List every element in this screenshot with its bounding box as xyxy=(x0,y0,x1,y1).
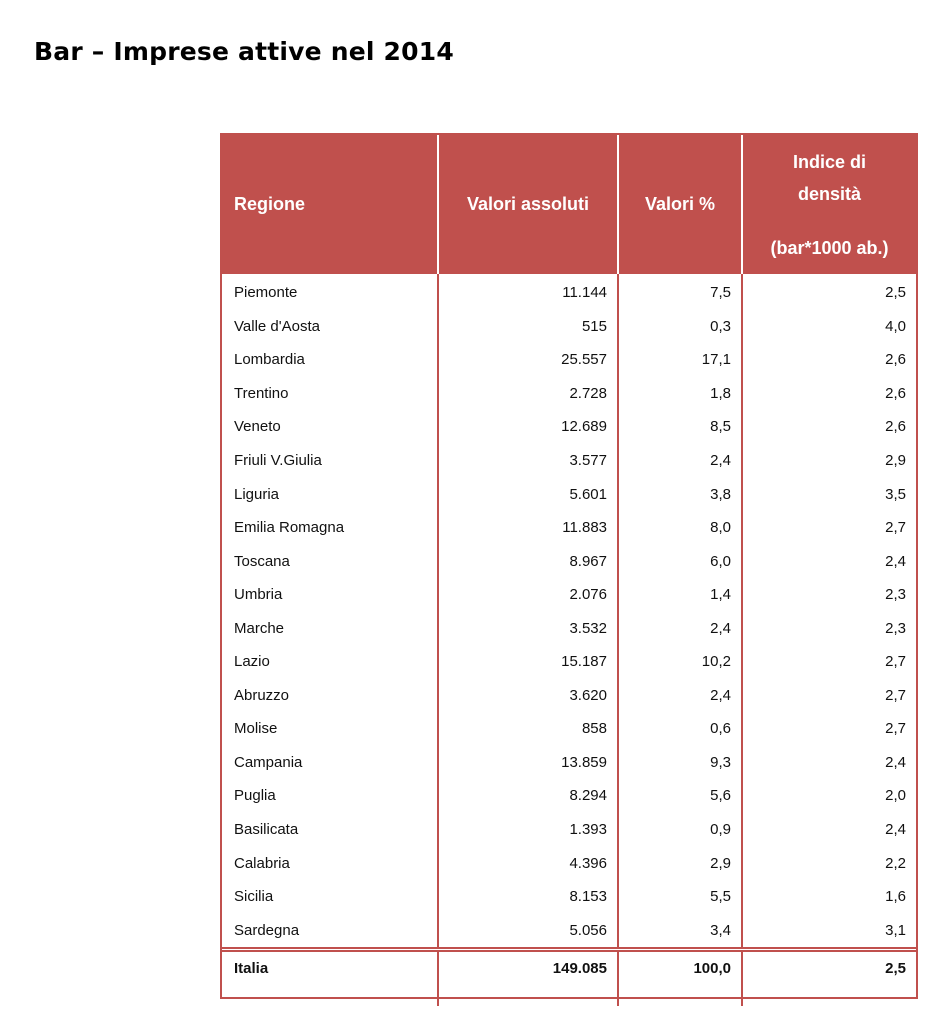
cell-valori-percent: 2,4 xyxy=(618,611,742,645)
cell-regione: Piemonte xyxy=(222,274,438,310)
cell-valori-percent: 0,3 xyxy=(618,310,742,344)
cell-valori-assoluti: 11.144 xyxy=(438,274,618,310)
cell-valori-percent: 0,9 xyxy=(618,813,742,847)
cell-valori-assoluti: 15.187 xyxy=(438,645,618,679)
cell-valori-percent: 9,3 xyxy=(618,746,742,780)
cell-valori-percent: 2,9 xyxy=(618,846,742,880)
cell-valori-assoluti: 5.601 xyxy=(438,477,618,511)
cell-regione: Marche xyxy=(222,611,438,645)
cell-regione: Liguria xyxy=(222,477,438,511)
cell-regione: Lazio xyxy=(222,645,438,679)
cell-indice-densita: 1,6 xyxy=(885,888,906,906)
cell-regione: Italia xyxy=(222,949,438,1006)
cell-indice-densita: 2,7 xyxy=(885,519,906,537)
table-body xyxy=(222,274,916,1006)
cell-regione: Friuli V.Giulia xyxy=(222,444,438,478)
cell-valori-percent: 1,8 xyxy=(618,377,742,411)
cell-valori-assoluti: 2.076 xyxy=(438,578,618,612)
table-row xyxy=(222,578,916,612)
cell-valori-assoluti: 2.728 xyxy=(438,377,618,411)
cell-valori-percent: 100,0 xyxy=(618,949,742,1006)
table-row xyxy=(222,477,916,511)
cell-regione: Veneto xyxy=(222,410,438,444)
table-row xyxy=(222,444,916,478)
table-row xyxy=(222,746,916,780)
cell-valori-percent: 5,6 xyxy=(618,779,742,813)
cell-indice-densita: 2,4 xyxy=(885,753,906,771)
table-total-row xyxy=(222,949,916,1006)
cell-regione: Trentino xyxy=(222,377,438,411)
cell-valori-percent: 2,4 xyxy=(618,444,742,478)
cell-valori-assoluti: 3.620 xyxy=(438,679,618,713)
table-row xyxy=(222,880,916,914)
cell-regione: Puglia xyxy=(222,779,438,813)
cell-regione: Calabria xyxy=(222,846,438,880)
table-row xyxy=(222,846,916,880)
cell-indice-densita: 2,3 xyxy=(885,586,906,604)
cell-valori-percent: 3,4 xyxy=(618,913,742,949)
cell-regione: Sicilia xyxy=(222,880,438,914)
header-valori-percent: Valori % xyxy=(618,135,742,274)
table-row xyxy=(222,343,916,377)
table-row xyxy=(222,544,916,578)
cell-valori-assoluti: 858 xyxy=(438,712,618,746)
table-row xyxy=(222,913,916,949)
data-table xyxy=(222,135,916,1006)
table-row xyxy=(222,611,916,645)
cell-indice-densita: 3,5 xyxy=(885,485,906,503)
cell-valori-percent: 3,8 xyxy=(618,477,742,511)
cell-valori-assoluti: 13.859 xyxy=(438,746,618,780)
table-header-row xyxy=(222,135,916,274)
cell-indice-densita: 2,2 xyxy=(885,854,906,872)
cell-valori-assoluti: 8.967 xyxy=(438,544,618,578)
cell-valori-assoluti: 5.056 xyxy=(438,913,618,949)
cell-valori-assoluti: 8.294 xyxy=(438,779,618,813)
cell-valori-percent: 5,5 xyxy=(618,880,742,914)
cell-valori-percent: 2,4 xyxy=(618,679,742,713)
cell-valori-percent: 7,5 xyxy=(618,274,742,310)
cell-indice-densita: 2,5 xyxy=(742,949,916,1006)
cell-indice-densita: 2,6 xyxy=(885,384,906,402)
cell-indice-densita: 2,4 xyxy=(885,552,906,570)
table-row xyxy=(222,779,916,813)
cell-valori-assoluti: 515 xyxy=(438,310,618,344)
cell-valori-percent: 10,2 xyxy=(618,645,742,679)
cell-valori-assoluti: 4.396 xyxy=(438,846,618,880)
header-indice-line1: Indice di xyxy=(792,151,866,172)
cell-valori-percent: 17,1 xyxy=(618,343,742,377)
cell-regione: Toscana xyxy=(222,544,438,578)
table-row xyxy=(222,511,916,545)
header-valori-assoluti: Valori assoluti xyxy=(438,135,618,274)
cell-regione: Emilia Romagna xyxy=(222,511,438,545)
cell-indice-densita: 2,7 xyxy=(885,686,906,704)
cell-regione: Molise xyxy=(222,712,438,746)
table-row xyxy=(222,377,916,411)
table-row xyxy=(222,274,916,310)
cell-regione: Umbria xyxy=(222,578,438,612)
cell-indice-densita: 2,0 xyxy=(885,787,906,805)
cell-indice-densita: 2,5 xyxy=(885,284,906,302)
cell-regione: Valle d'Aosta xyxy=(222,310,438,344)
cell-indice-densita: 3,1 xyxy=(885,921,906,939)
cell-indice-densita: 2,6 xyxy=(885,351,906,369)
cell-regione: Abruzzo xyxy=(222,679,438,713)
cell-valori-percent: 8,5 xyxy=(618,410,742,444)
cell-indice-densita: 2,9 xyxy=(885,452,906,469)
cell-regione: Lombardia xyxy=(222,343,438,377)
cell-indice-densita: 2,6 xyxy=(885,418,906,436)
cell-valori-assoluti: 25.557 xyxy=(438,343,618,377)
cell-valori-percent: 8,0 xyxy=(618,511,742,545)
table-row xyxy=(222,645,916,679)
header-indice-densita xyxy=(742,135,916,274)
cell-valori-percent: 6,0 xyxy=(618,544,742,578)
cell-regione: Sardegna xyxy=(222,913,438,949)
cell-valori-assoluti: 1.393 xyxy=(438,813,618,847)
header-indice-line2: densità xyxy=(797,183,862,204)
header-regione: Regione xyxy=(222,135,438,274)
cell-indice-densita: 2,4 xyxy=(885,821,906,839)
cell-valori-assoluti: 12.689 xyxy=(438,410,618,444)
cell-valori-assoluti: 149.085 xyxy=(438,949,618,1006)
table-row xyxy=(222,813,916,847)
table-row xyxy=(222,712,916,746)
cell-indice-densita: 2,7 xyxy=(885,720,906,738)
cell-valori-assoluti: 8.153 xyxy=(438,880,618,914)
header-indice-line3: (bar*1000 ab.) xyxy=(770,237,889,258)
cell-valori-percent: 1,4 xyxy=(618,578,742,612)
table-row xyxy=(222,410,916,444)
cell-valori-percent: 0,6 xyxy=(618,712,742,746)
cell-regione: Basilicata xyxy=(222,813,438,847)
cell-indice-densita: 4,0 xyxy=(885,317,906,335)
table-row xyxy=(222,310,916,344)
cell-indice-densita: 2,7 xyxy=(885,653,906,671)
table-row xyxy=(222,679,916,713)
cell-valori-assoluti: 11.883 xyxy=(438,511,618,545)
cell-indice-densita: 2,3 xyxy=(885,619,906,637)
data-table-container xyxy=(220,133,918,999)
cell-valori-assoluti: 3.532 xyxy=(438,611,618,645)
cell-regione: Campania xyxy=(222,746,438,780)
cell-valori-assoluti: 3.577 xyxy=(438,444,618,478)
page-title: Bar – Imprese attive nel 2014 xyxy=(34,36,454,66)
